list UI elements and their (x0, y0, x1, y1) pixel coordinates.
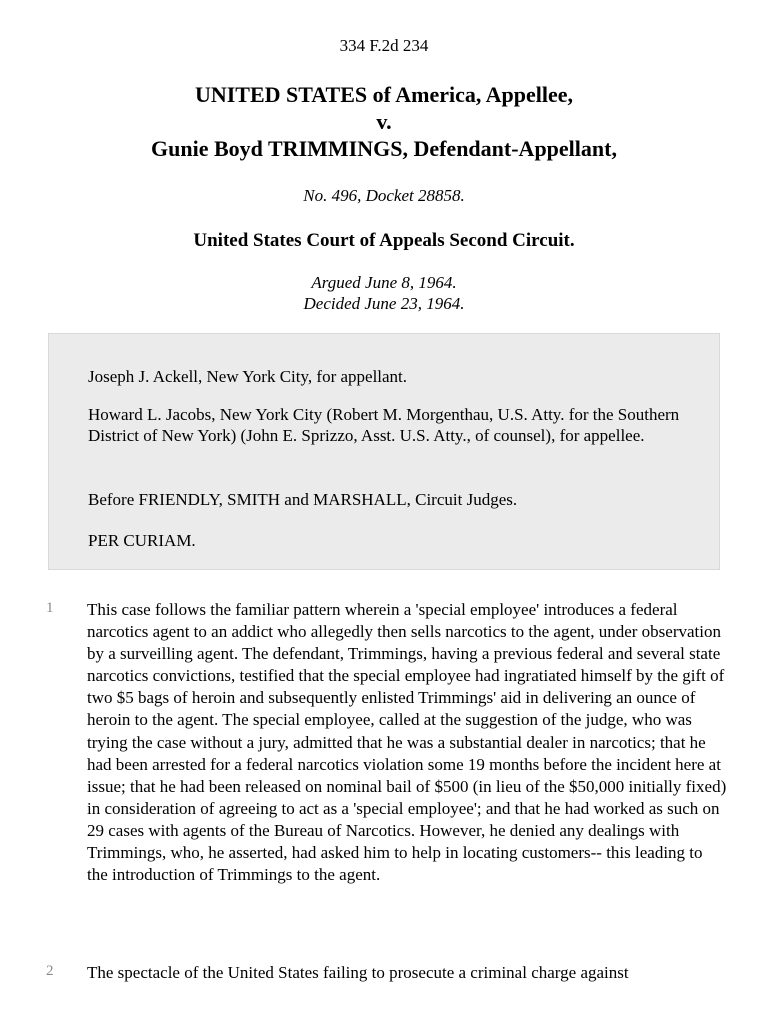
counsel-appellee: Howard L. Jacobs, New York City (Robert M. Morgenthau, U.S. Atty. for the Southern District of New York) (John E. Sprizzo, Asst. U.S. Atty., of counsel), for appellee. (88, 405, 680, 445)
paragraph-number: 2 (46, 963, 54, 979)
paragraph-text: This case follows the familiar pattern wherein a 'special employee' introduces a federal narcotics agent to an addict who allegedly then sells narcotics to the agent, under observation by a surveilling agent. The defendant, Trimmings, having a previous federal and several state narcotics convictions, testified that the special employee had ingratiated himself by the gift of two $5 bags of heroin and subsequently enlisted Trimmings' aid in delivering an ounce of heroin to the agent. The special employee, called at the suggestion of the judge, who was trying the case without a jury, admitted that he was a substantial dealer in narcotics; that he had been arrested for a federal narcotics violation some 19 months before the incident here at issue; that he had been released on nominal bail of $500 (in lieu of the $50,000 initially fixed) in consideration of agreeing to act as a 'special employee'; and that he had worked as such on 29 cases with agents of the Bureau of Narcotics. However, he denied any dealings with Trimmings, who, he asserted, had asked him to help in locating customers-- this leading to the introduction of Trimmings to the agent. (87, 600, 727, 885)
counsel-box (48, 333, 720, 570)
case-title-versus: v. (376, 109, 392, 134)
case-dates (0, 272, 768, 314)
decided-date: Decided June 23, 1964. (303, 294, 465, 313)
case-title (0, 81, 768, 162)
case-citation: 334 F.2d 234 (339, 36, 429, 55)
paragraph-number: 1 (46, 600, 54, 616)
docket-number: No. 496, Docket 28858. (303, 186, 465, 205)
per-curiam: PER CURIAM. (88, 531, 196, 550)
counsel-appellant: Joseph J. Ackell, New York City, for appellant. (88, 367, 408, 386)
court-name: United States Court of Appeals Second Circuit. (193, 230, 575, 251)
case-title-appellee: UNITED STATES of America, Appellee, (194, 82, 574, 107)
case-title-appellant: Gunie Boyd TRIMMINGS, Defendant-Appellant, (151, 136, 617, 161)
argued-date: Argued June 8, 1964. (311, 273, 457, 292)
paragraph-text: The spectacle of the United States failing to prosecute a criminal charge against (87, 963, 629, 982)
bench-line: Before FRIENDLY, SMITH and MARSHALL, Circuit Judges. (88, 490, 518, 509)
